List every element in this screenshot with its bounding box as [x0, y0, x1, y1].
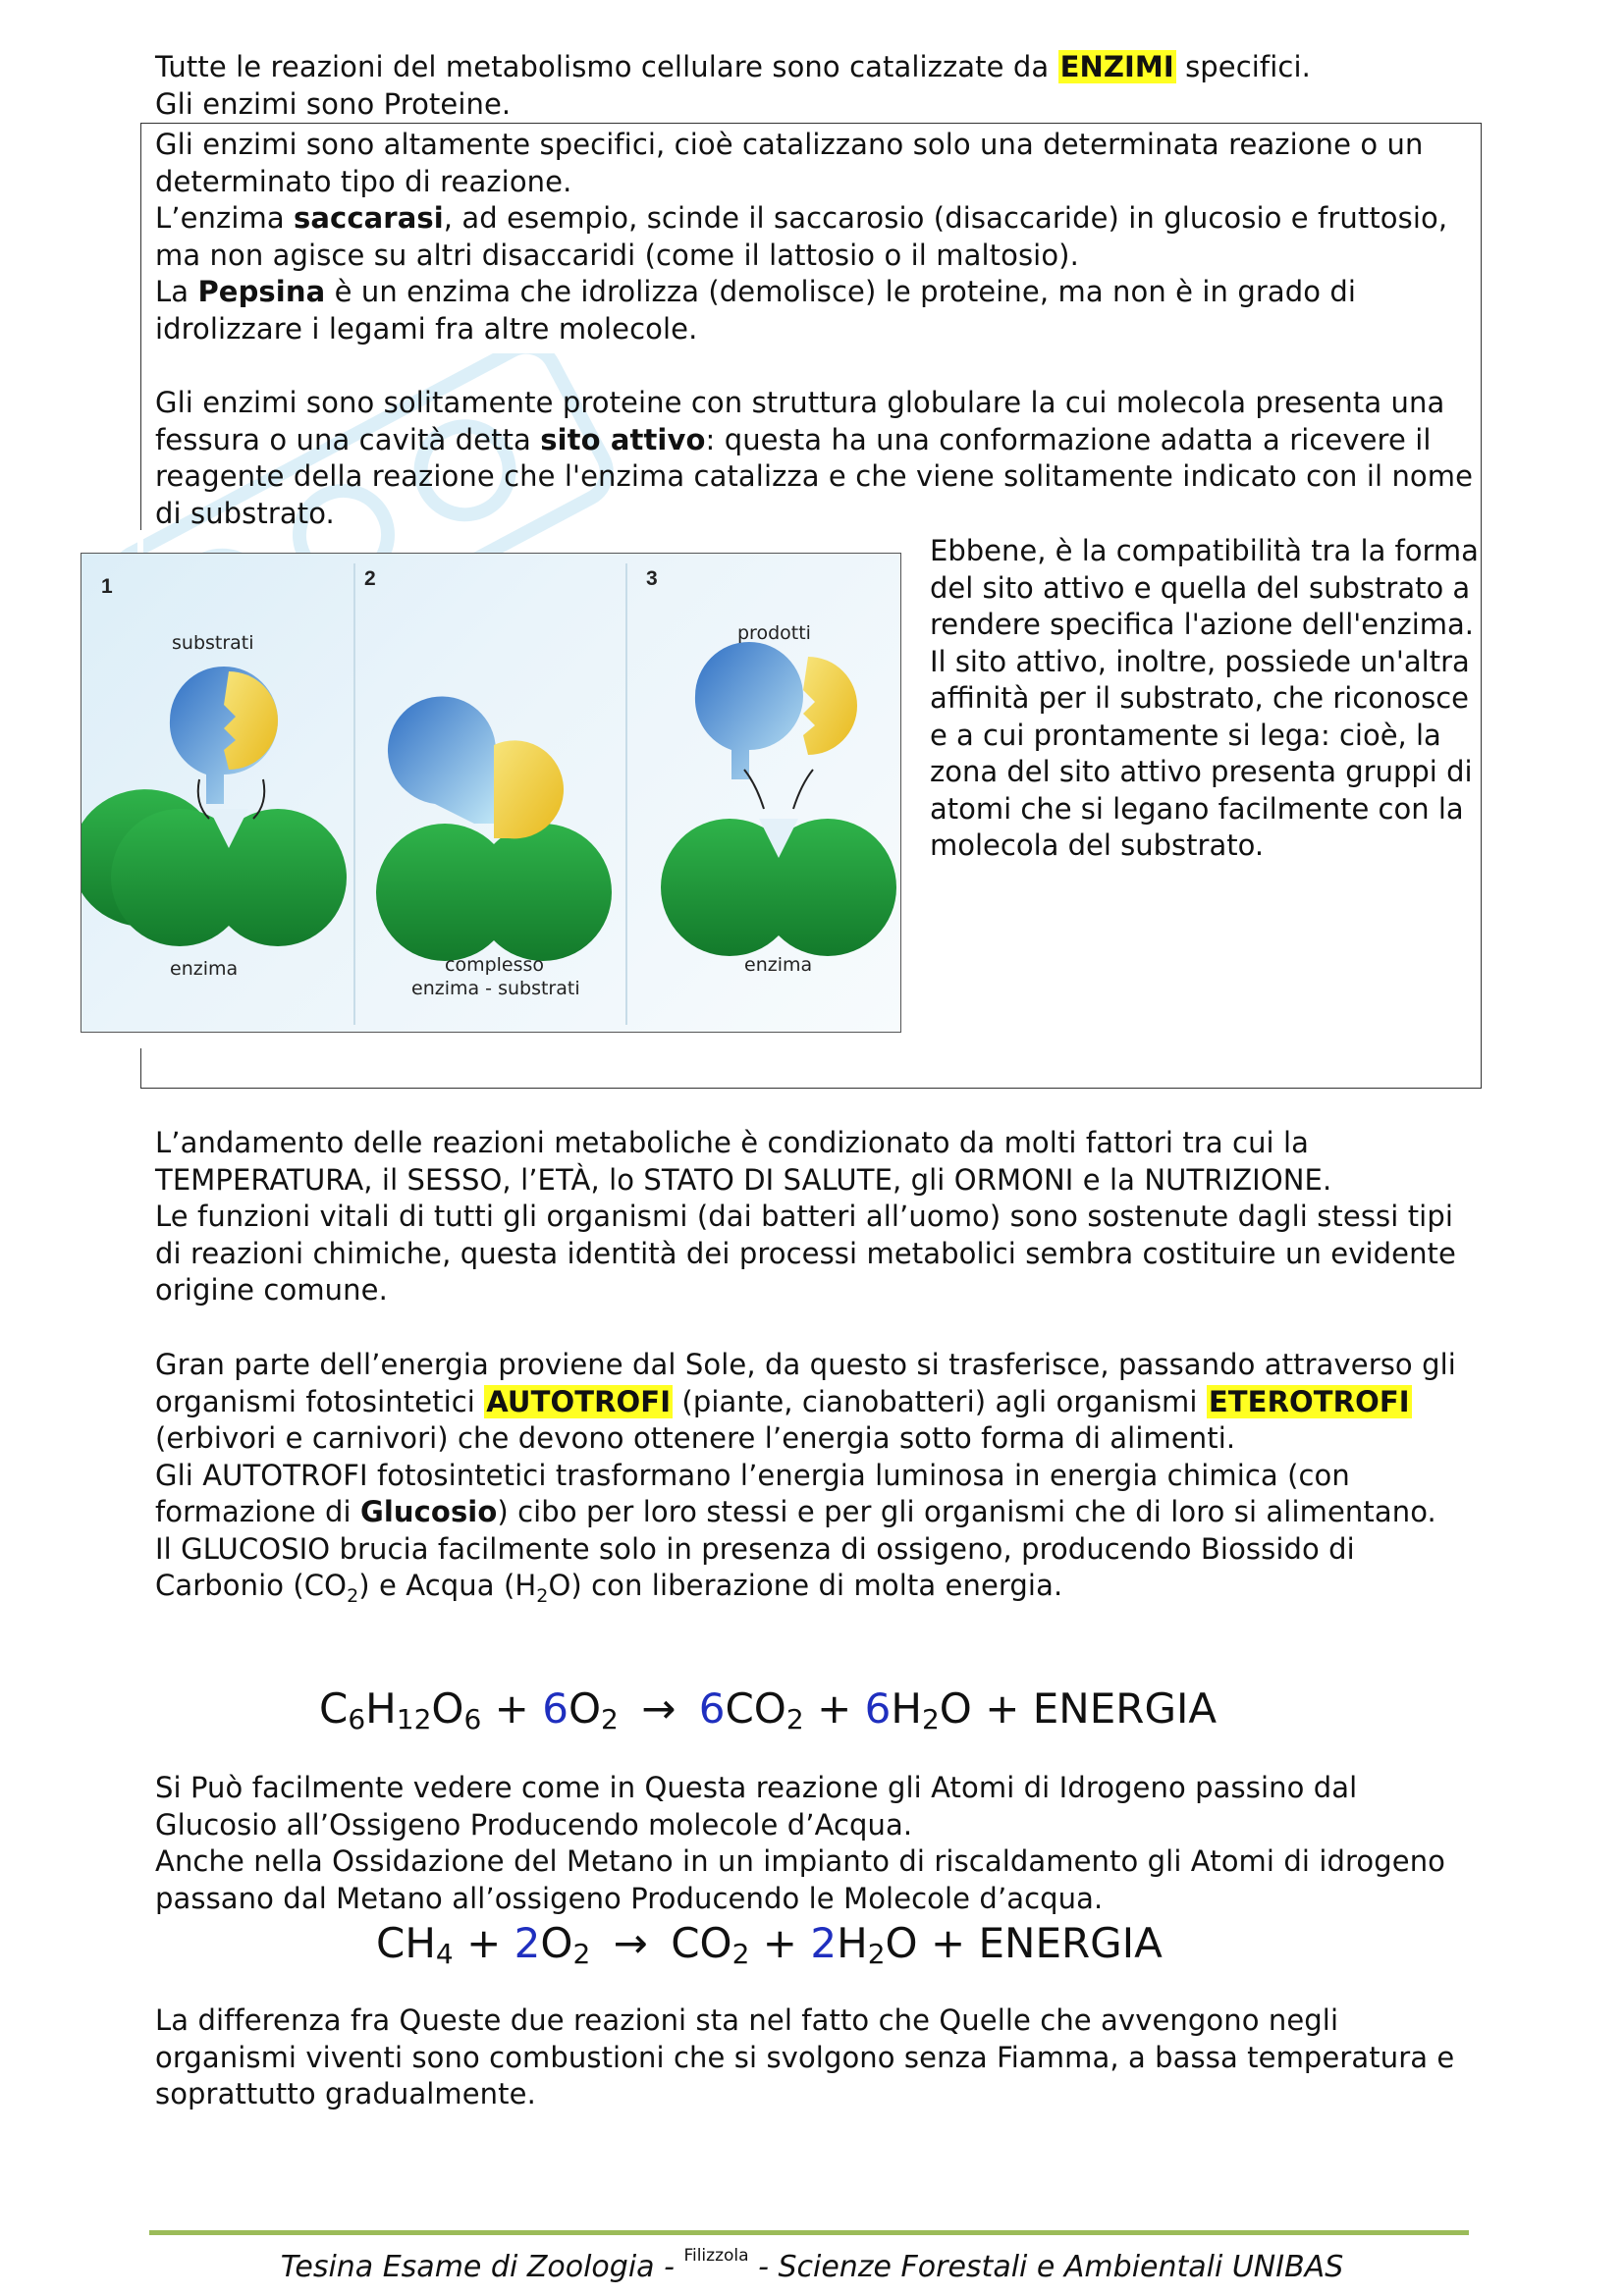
- label-enzima-3: enzima: [744, 954, 813, 976]
- equation-methane-combustion: $CH_4 + 2O_2 \to CO_2 + 2H_2O$ + ENERGIA: [376, 1919, 1163, 1970]
- enzyme-substrate-figure: [81, 553, 901, 1033]
- intro-line-2: Gli enzimi sono Proteine.: [155, 87, 512, 121]
- footer-rule: [149, 2230, 1469, 2235]
- step-3-enzyme: [661, 819, 896, 956]
- highlight-enzimi: ENZIMI: [1059, 50, 1174, 83]
- box-paragraph-2: L’enzima saccarasi, ad esempio, scinde il saccarosio (disaccaride) in glucosio e fruttosio, ma non agisce su altri disaccaridi (come il lattosio o il maltosio).: [155, 201, 1457, 272]
- paragraph-difference: La differenza fra Queste due reazioni sta nel fatto che Quelle che avvengono negli organismi viventi sono combustioni che si svolgono senza Fiamma, a bassa temperatura e soprattutto gradualmente.: [155, 2003, 1464, 2110]
- step-number-1: 1: [101, 575, 113, 598]
- step-2-complex: [376, 696, 612, 961]
- step-1-substrates: [170, 667, 278, 819]
- highlight-eterotrofi: ETEROTROFI: [1208, 1384, 1410, 1418]
- step-3-products: [695, 642, 857, 809]
- label-enzima-substrati: enzima - substrati: [411, 978, 580, 999]
- label-substrati: substrati: [172, 632, 254, 654]
- step-number-3: 3: [646, 567, 658, 590]
- paragraph-energy: Gran parte dell’energia proviene dal Sole, da questo si trasferisce, passando attraverso gli organismi fotosintetici AUTOTROFI (piante, cianobatteri) agli organismi ETEROTROFI (erbivori e carnivori) che devono ottenere l’energia sotto forma di alimenti. Gli AUTOTROFI fotosintetici trasformano l’energia luminosa in energia chimica (con formazione di Glucosio) cibo per loro stessi e per gli organismi che di loro si alimentano. Il GLUCOSIO brucia facilmente solo in presenza di ossigeno, producendo Biossido di Carbonio $(CO_2)$ e Acqua $(H_2O)$ con liberazione di molta energia.: [155, 1348, 1466, 1607]
- box-paragraph-4: Gli enzimi sono solitamente proteine con struttura globulare la cui molecola presenta una fessura o una cavità detta sito attivo: questa ha una conformazione adatta a ricevere il reagente della reazione che l'enzima catalizza e che viene solitamente indicato con il nome di substrato.: [155, 386, 1483, 530]
- step-1-enzyme: [81, 789, 347, 946]
- box-paragraph-1: Gli enzimi sono altamente specifici, cioè catalizzano solo una determinata reazione o un determinato tipo di reazione.: [155, 128, 1433, 198]
- intro-line-1: Tutte le reazioni del metabolismo cellulare sono catalizzate da ENZIMI specifici.: [155, 50, 1311, 83]
- box-paragraph-3: La Pepsina è un enzima che idrolizza (demolisce) le proteine, ma non è in grado di idrolizzare i legami fra altre molecole.: [155, 275, 1366, 346]
- side-paragraph: Ebbene, è la compatibilità tra la forma del sito attivo e quella del substrato a rendere specifica l'azione dell'enzima. Il sito attivo, inoltre, possiede un'altra affinità per il substrato, che riconosce e a cui prontamente si lega: cioè, la zona del sito attivo presenta gruppi di atomi che si legano facilmente con la molecola del substrato.: [930, 534, 1479, 862]
- page-footer: Tesina Esame di Zoologia - $^{Filizzola}$ - Scienze Forestali e Ambientali UNIBAS: [280, 2246, 1344, 2284]
- label-complesso: complesso: [445, 954, 545, 976]
- step-number-2: 2: [364, 567, 376, 590]
- paragraph-hydrogen: Si Può facilmente vedere come in Questa reazione gli Atomi di Idrogeno passino dal Glucosio all’Ossigeno Producendo molecole d’Acqua. Anche nella Ossidazione del Metano in un impianto di riscaldamento gli Atomi di idrogeno passano dal Metano all’ossigeno Producendo le Molecole d’acqua.: [155, 1771, 1446, 1915]
- highlight-autotrofi: AUTOTROFI: [486, 1384, 672, 1418]
- paragraph-metabolism: L’andamento delle reazioni metaboliche è condizionato da molti fattori tra cui la TEMPERATURA, il SESSO, l’ETÀ, lo STATO DI SALUTE, gli ORMONI e la NUTRIZIONE. Le funzioni vitali di tutti gli organismi (dai batteri all’uomo) sono sostenute dagli stessi tipi di reazioni chimiche, questa identità dei processi metabolici sembra costituire un evidente origine comune.: [155, 1126, 1456, 1307]
- label-prodotti: prodotti: [737, 622, 811, 644]
- arrow-icon: →: [613, 1919, 648, 1967]
- label-enzima-1: enzima: [170, 958, 239, 980]
- arrow-icon: →: [641, 1684, 677, 1733]
- equation-glucose-combustion: $C_6H_{12}O_6 + 6O_2 \to 6CO_2 + 6H_2O$ + ENERGIA: [319, 1684, 1218, 1735]
